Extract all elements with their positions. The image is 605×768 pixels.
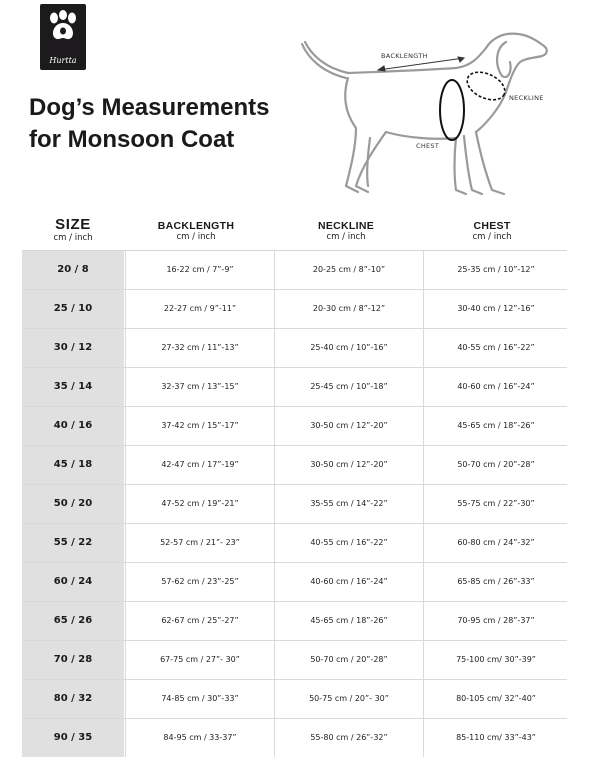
col-header-neckline [272,220,420,242]
col-header-neckline-unit: cm / inch [326,232,366,242]
size-cell: 65 / 26 [22,602,124,640]
size-cell: 20 / 8 [22,251,124,289]
size-cell: 30 / 12 [22,329,124,367]
table-row [22,329,567,368]
backlength-cell: 57-62 cm / 23”-25” [125,563,274,601]
size-cell: 45 / 18 [22,446,124,484]
chest-cell: 45-65 cm / 18”-26” [423,407,568,445]
backlength-cell: 22-27 cm / 9”-11” [125,290,274,328]
neckline-cell: 30-50 cm / 12”-20” [274,446,423,484]
table-row [22,680,567,719]
chest-cell: 40-60 cm / 16”-24” [423,368,568,406]
backlength-cell: 27-32 cm / 11”-13” [125,329,274,367]
col-header-chest [418,220,566,242]
backlength-cell: 74-85 cm / 30”-33” [125,680,274,718]
backlength-cell: 52-57 cm / 21”- 23” [125,524,274,562]
dog-outline-icon [296,28,561,200]
table-row [22,446,567,485]
backlength-cell: 47-52 cm / 19”-21” [125,485,274,523]
col-header-chest-label: CHEST [473,220,511,232]
neckline-cell: 30-50 cm / 12”-20” [274,407,423,445]
label-chest: CHEST [416,142,440,150]
neckline-cell: 45-65 cm / 18”-26” [274,602,423,640]
size-cell: 70 / 28 [22,641,124,679]
size-cell: 80 / 32 [22,680,124,718]
dog-measurement-diagram [296,28,561,204]
neckline-cell: 50-70 cm / 20”-28” [274,641,423,679]
size-table [22,251,567,757]
table-row [22,368,567,407]
col-header-size-unit: cm / inch [53,233,93,243]
table-row [22,719,567,757]
neckline-cell: 25-40 cm / 10”-16” [274,329,423,367]
neckline-cell: 40-55 cm / 16”-22” [274,524,423,562]
neckline-cell: 40-60 cm / 16”-24” [274,563,423,601]
chest-cell: 30-40 cm / 12”-16” [423,290,568,328]
neckline-cell: 50-75 cm / 20”- 30” [274,680,423,718]
page-title [29,92,299,156]
col-header-backlength-unit: cm / inch [176,232,216,242]
size-cell: 50 / 20 [22,485,124,523]
table-row [22,407,567,446]
col-header-backlength-label: BACKLENGTH [157,220,235,232]
chest-cell: 70-95 cm / 28”-37” [423,602,568,640]
table-row [22,563,567,602]
size-cell: 35 / 14 [22,368,124,406]
col-header-size-label: SIZE [55,216,91,233]
size-cell: 40 / 16 [22,407,124,445]
size-cell: 25 / 10 [22,290,124,328]
backlength-cell: 67-75 cm / 27”- 30” [125,641,274,679]
table-row [22,524,567,563]
backlength-cell: 84-95 cm / 33-37” [125,719,274,757]
neckline-cell: 20-25 cm / 8”-10” [274,251,423,289]
chest-cell: 40-55 cm / 16”-22” [423,329,568,367]
backlength-cell: 32-37 cm / 13”-15” [125,368,274,406]
size-cell: 60 / 24 [22,563,124,601]
title-line-2: for Monsoon Coat [29,126,235,153]
neckline-cell: 20-30 cm / 8”-12” [274,290,423,328]
size-cell: 90 / 35 [22,719,124,757]
size-cell: 55 / 22 [22,524,124,562]
chest-cell: 80-105 cm/ 32”-40” [423,680,568,718]
chest-cell: 25-35 cm / 10”-12” [423,251,568,289]
chest-cell: 55-75 cm / 22”-30” [423,485,568,523]
table-row [22,602,567,641]
table-row [22,251,567,290]
col-header-chest-unit: cm / inch [472,232,512,242]
table-row [22,485,567,524]
backlength-cell: 62-67 cm / 25”-27” [125,602,274,640]
neckline-cell: 55-80 cm / 26”-32” [274,719,423,757]
chest-cell: 50-70 cm / 20”-28” [423,446,568,484]
title-line-1: Dog’s Measurements [29,94,270,121]
chest-cell: 85-110 cm/ 33”-43” [423,719,568,757]
chest-cell: 65-85 cm / 26”-33” [423,563,568,601]
label-neckline: NECKLINE [509,94,544,102]
col-header-neckline-label: NECKLINE [317,220,375,232]
col-header-size [22,216,124,243]
brand-name: Hurtta [49,56,77,65]
col-header-backlength [122,220,270,242]
backlength-cell: 37-42 cm / 15”-17” [125,407,274,445]
backlength-cell: 16-22 cm / 7”-9” [125,251,274,289]
brand-logo [40,4,86,70]
backlength-cell: 42-47 cm / 17”-19” [125,446,274,484]
paw-icon [47,10,79,44]
table-row [22,290,567,329]
table-row [22,641,567,680]
chest-cell: 60-80 cm / 24”-32” [423,524,568,562]
neckline-cell: 35-55 cm / 14”-22” [274,485,423,523]
label-backlength: BACKLENGTH [381,52,428,60]
chest-cell: 75-100 cm/ 30”-39” [423,641,568,679]
neckline-cell: 25-45 cm / 10”-18” [274,368,423,406]
